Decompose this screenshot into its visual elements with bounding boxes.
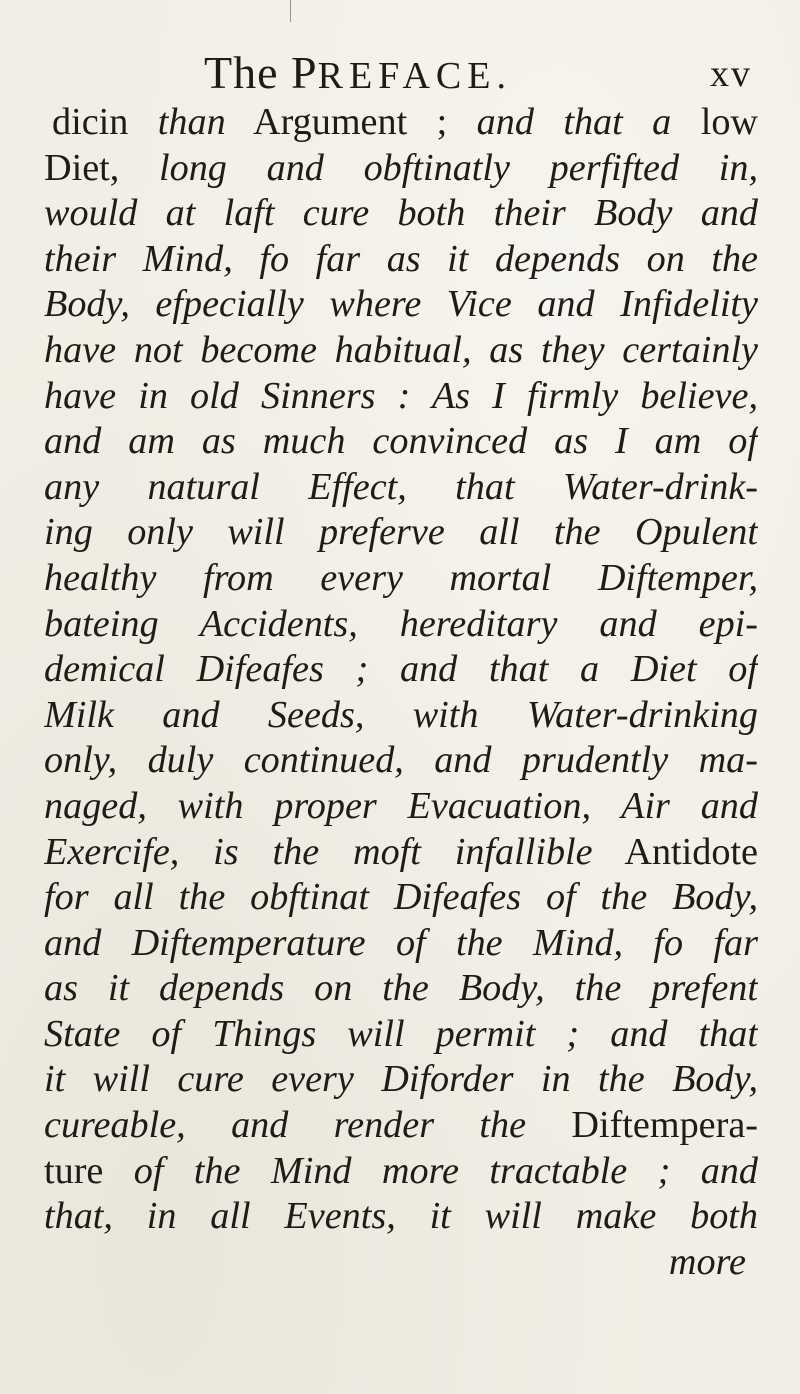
text-segment: bateing Accidents, hereditary and epi- <box>44 602 758 645</box>
text-segment: long and obftinatly perfifted in, <box>159 146 758 189</box>
text-line <box>44 921 758 967</box>
text-segment: Exercife, is the moft infallible <box>44 830 593 873</box>
text-line <box>44 282 758 328</box>
body-text <box>44 100 758 1285</box>
text-segment: than <box>157 101 226 143</box>
text-line <box>44 419 758 465</box>
text-line <box>44 465 758 511</box>
text-line <box>44 328 758 374</box>
text-segment: healthy from every mortal Diftemper, <box>44 556 758 599</box>
text-segment: that, in all Events, it will make both <box>44 1195 758 1238</box>
text-segment: Body, efpecially where Vice and Infidelity <box>44 283 758 326</box>
text-segment: low <box>671 101 758 143</box>
text-line <box>44 510 758 556</box>
catchword: more <box>668 1240 746 1283</box>
text-segment: and am as much convinced as I am of <box>44 420 758 463</box>
text-segment: as it depends on the Body, the prefent <box>44 967 758 1010</box>
text-line <box>44 966 758 1012</box>
text-segment: cureable, and render the <box>44 1104 527 1147</box>
text-line <box>44 1103 758 1149</box>
running-head-article: The <box>204 47 279 98</box>
running-head <box>204 46 512 99</box>
text-line <box>44 374 758 420</box>
text-line <box>44 647 758 693</box>
text-line <box>44 830 758 876</box>
text-line <box>44 875 758 921</box>
text-line <box>44 1057 758 1103</box>
text-line <box>44 556 758 602</box>
text-segment: have not become habitual, as they certainly <box>44 328 758 371</box>
text-segment: Argument ; <box>225 101 477 143</box>
text-line <box>44 1012 758 1058</box>
text-segment: ture <box>44 1149 134 1192</box>
text-segment: and Diftemperature of the Mind, fo far <box>44 921 758 964</box>
text-line <box>44 784 758 830</box>
text-segment: have in old Sinners : As I firmly believe, <box>44 374 758 417</box>
text-line <box>44 146 758 192</box>
text-line <box>44 237 758 283</box>
text-segment: Diet, <box>44 146 159 189</box>
text-segment: their Mind, fo far as it depends on the <box>44 237 758 280</box>
text-line <box>44 738 758 784</box>
text-segment: any natural Effect, that Water-drink- <box>44 465 758 508</box>
binding-thread-mark <box>290 0 291 22</box>
text-segment: demical Difeafes ; and that a Diet of <box>44 648 758 691</box>
running-head-smallcaps: REFACE. <box>317 55 512 97</box>
page-header <box>44 28 758 100</box>
text-segment: ing only will preferve all the Opulent <box>44 511 758 554</box>
text-segment: dicin <box>52 101 158 143</box>
text-line <box>44 100 758 146</box>
text-segment: Diftempera- <box>526 1104 758 1147</box>
text-segment: would at laft cure both their Body and <box>44 192 758 235</box>
text-line <box>44 602 758 648</box>
text-line <box>44 1149 758 1195</box>
text-segment: Milk and Seeds, with Water-drinking <box>44 693 758 736</box>
text-segment: Antidote <box>592 830 758 873</box>
text-segment: and that a <box>476 101 672 143</box>
text-segment: naged, with proper Evacuation, Air and <box>44 784 758 827</box>
page-number: xv <box>710 53 752 95</box>
text-segment: State of Things will permit ; and that <box>44 1012 758 1055</box>
text-segment: for all the obftinat Difeafes of the Body, <box>44 876 758 919</box>
text-line <box>44 1194 758 1240</box>
text-line <box>44 693 758 739</box>
text-line <box>44 191 758 237</box>
text-segment: it will cure every Diforder in the Body, <box>44 1058 758 1101</box>
text-segment: of the Mind more tractable ; and <box>133 1149 758 1192</box>
text-segment: only, duly continued, and prudently ma- <box>44 739 758 782</box>
running-head-initial: P <box>291 47 318 98</box>
